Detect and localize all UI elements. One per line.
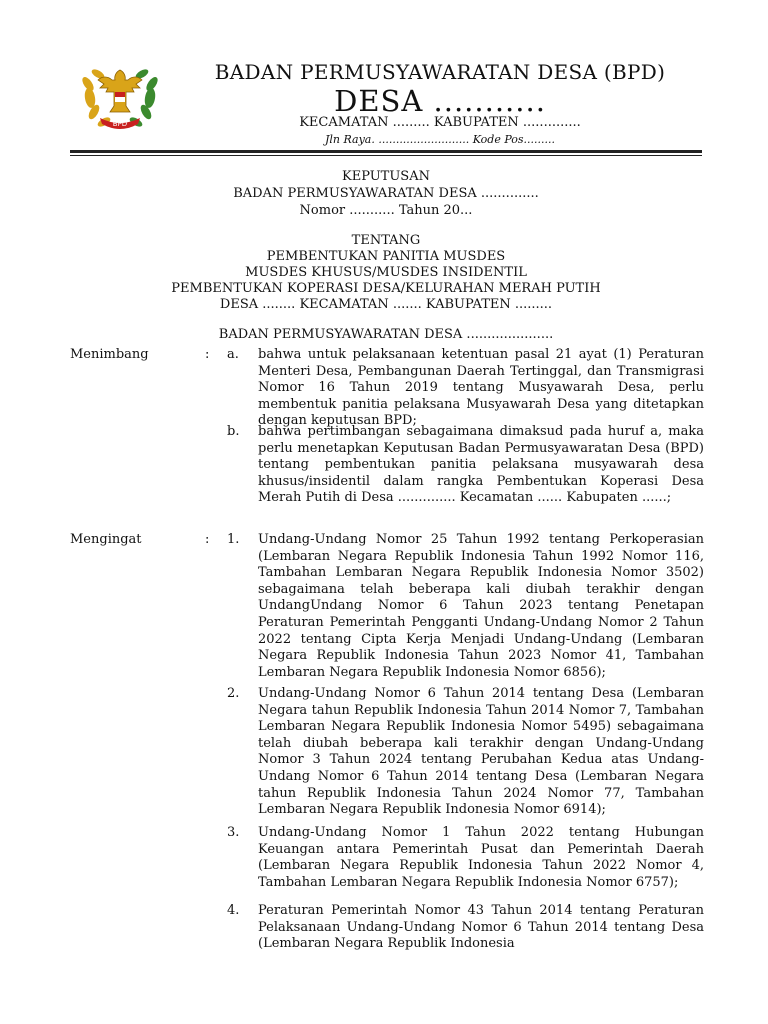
subject-about: TENTANG [351, 233, 421, 248]
mengingat-item-text: Peraturan Pemerintah Nomor 43 Tahun 2014 tentang Peraturan Pelaksanaan Undang-Undang Nomor 6 Tahun 2014 tentang Desa (Lembaran Negara Republik Indonesia [258, 903, 704, 952]
district-line: KECAMATAN ......... KABUPATEN .............. [299, 115, 581, 130]
mengingat-marker: 3. [227, 825, 240, 840]
menimbang-item-text: bahwa pertimbangan sebagaimana dimaksud pada huruf a, maka perlu menetapkan Keputusan Badan Permusyawaratan Desa (BPD) tentang pembentukan panitia pelaksana musyawarah desa khusus/insidentil dalam rangka Pembentukan Koperasi Desa Merah Putih di Desa .............. Kecamatan ...... Kabupaten ......; [258, 424, 704, 506]
logo-label: BPD [112, 120, 128, 128]
doc-heading: KEPUTUSAN [342, 169, 430, 184]
mengingat-item-text: Undang-Undang Nomor 25 Tahun 1992 tentang Perkoperasian (Lembaran Negara Republik Indonesia Tahun 1992 Nomor 116, Tambahan Lembaran Negara Republik Indonesia Nomor 3502) sebagaimana telah beberapa kali diubah terakhir dengan UndangUndang Nomor 6 Tahun 2023 tentang Penetapan Peraturan Pemerintah Pengganti Undang-Undang Nomor 2 Tahun 2022 tentang Cipta Kerja Menjadi Undang-Undang (Lembaran Negara Republik Indonesia Tahun 2023 Nomor 41, Tambahan Lembaran Negara Republik Indonesia Nomor 6856); [258, 532, 704, 680]
mengingat-marker: 4. [227, 903, 240, 918]
subject-line: PEMBENTUKAN PANITIA MUSDES [266, 249, 506, 264]
header-divider-thin [70, 155, 702, 156]
subject-line: PEMBENTUKAN KOPERASI DESA/KELURAHAN MERAH PUTIH [171, 281, 601, 296]
header-divider-thick [70, 150, 702, 153]
bpd-logo [78, 62, 162, 134]
menimbang-marker: a. [227, 347, 239, 362]
mengingat-item-text: Undang-Undang Nomor 6 Tahun 2014 tentang Desa (Lembaran Negara tahun Republik Indonesia Tahun 2014 Nomor 7, Tambahan Lembaran Negara Republik Indonesia Nomor 5495) sebagaimana telah diubah beberapa kali terakhir dengan Undang-Undang Nomor 3 Tahun 2024 tentang Perubahan Kedua atas Undang-Undang Nomor 6 Tahun 2014 tentang Desa (Lembaran Negara tahun Republik Indonesia Tahun 2024 Nomor 77, Tambahan Lembaran Negara Republik Indonesia Nomor 6914); [258, 686, 704, 818]
mengingat-marker: 1. [227, 532, 240, 547]
address-line: Jln Raya. .......................... Kode Pos......... [324, 133, 556, 146]
mengingat-colon: : [205, 532, 210, 547]
mengingat-item-text: Undang-Undang Nomor 1 Tahun 2022 tentang Hubungan Keuangan antara Pemerintah Pusat dan Pemerintah Daerah (Lembaran Negara Republik Indonesia Tahun 2022 Nomor 4, Tambahan Lembaran Negara Republik Indonesia Nomor 6757); [258, 825, 704, 890]
mengingat-marker: 2. [227, 686, 240, 701]
mengingat-label: Mengingat [70, 532, 142, 547]
garuda-icon [98, 70, 142, 112]
green-wreath-icon [128, 67, 160, 128]
subject-line: MUSDES KHUSUS/MUSDES INSIDENTIL [245, 265, 527, 280]
doc-issuer: BADAN PERMUSYAWARATAN DESA .............. [233, 186, 539, 201]
gold-wreath-icon [80, 67, 112, 128]
menimbang-colon: : [205, 347, 210, 362]
issuing-body: BADAN PERMUSYAWARATAN DESA ..................... [218, 327, 554, 342]
village-name: DESA ........... [334, 84, 546, 118]
menimbang-item-text: bahwa untuk pelaksanaan ketentuan pasal 21 ayat (1) Peraturan Menteri Desa, Pembangunan Daerah Tertinggal, dan Transmigrasi Nomor 16 Tahun 2019 tentang Musyawarah Desa, perlu membentuk panitia pelaksana Musyawarah Desa yang ditetapkan dengan keputusan BPD; [258, 347, 704, 429]
doc-number: Nomor ........... Tahun 20... [299, 203, 473, 218]
org-name: BADAN PERMUSYAWARATAN DESA (BPD) [214, 60, 666, 84]
menimbang-marker: b. [227, 424, 240, 439]
subject-line: DESA ........ KECAMATAN ....... KABUPATEN ......... [219, 297, 553, 312]
menimbang-label: Menimbang [70, 347, 149, 362]
